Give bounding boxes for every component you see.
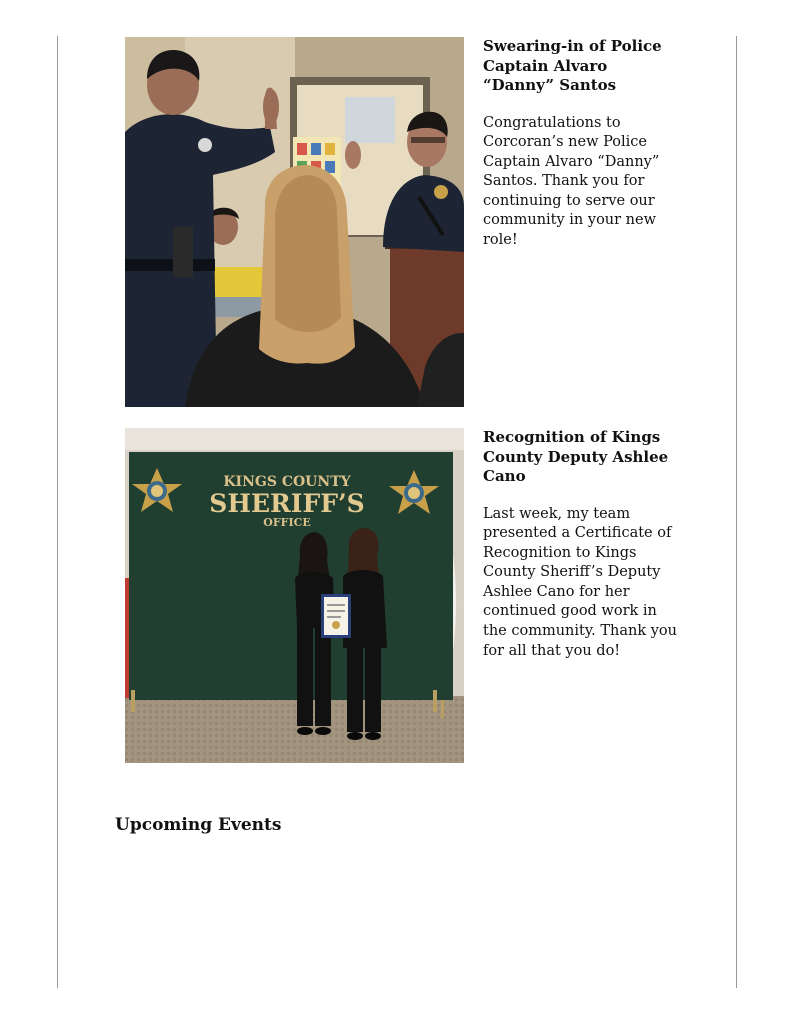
- story-body: Last week, my team presented a Certificate of Recognition to Kings County Sheriff’s Deputy Ashlee Cano for her continued good work in the community. Thank you for all that you do!: [483, 505, 677, 659]
- story-headline: Recognition of Kings County Deputy Ashlee Cano: [483, 428, 669, 485]
- story-body: Congratulations to Corcoran’s new Police Captain Alvaro “Danny” Santos. Thank you for continuing to serve our community in your new role!: [483, 114, 660, 249]
- upcoming-events-heading: Upcoming Events: [115, 815, 282, 835]
- recognition-photo: [125, 428, 464, 763]
- story-recognition: [483, 428, 683, 661]
- recognition-illustration: [125, 428, 464, 763]
- left-margin-rule: [57, 36, 58, 988]
- story-swearing-in: [483, 37, 683, 251]
- backdrop-line-2: SHERIFF’S: [209, 489, 365, 518]
- story-headline: Swearing-in of Police Captain Alvaro “Danny” Santos: [483, 37, 662, 94]
- backdrop-line-3: OFFICE: [263, 516, 311, 529]
- backdrop-line-1: KINGS COUNTY: [223, 474, 351, 490]
- swearing-in-illustration: [125, 37, 464, 407]
- right-margin-rule: [736, 36, 737, 988]
- swearing-in-photo: [125, 37, 464, 407]
